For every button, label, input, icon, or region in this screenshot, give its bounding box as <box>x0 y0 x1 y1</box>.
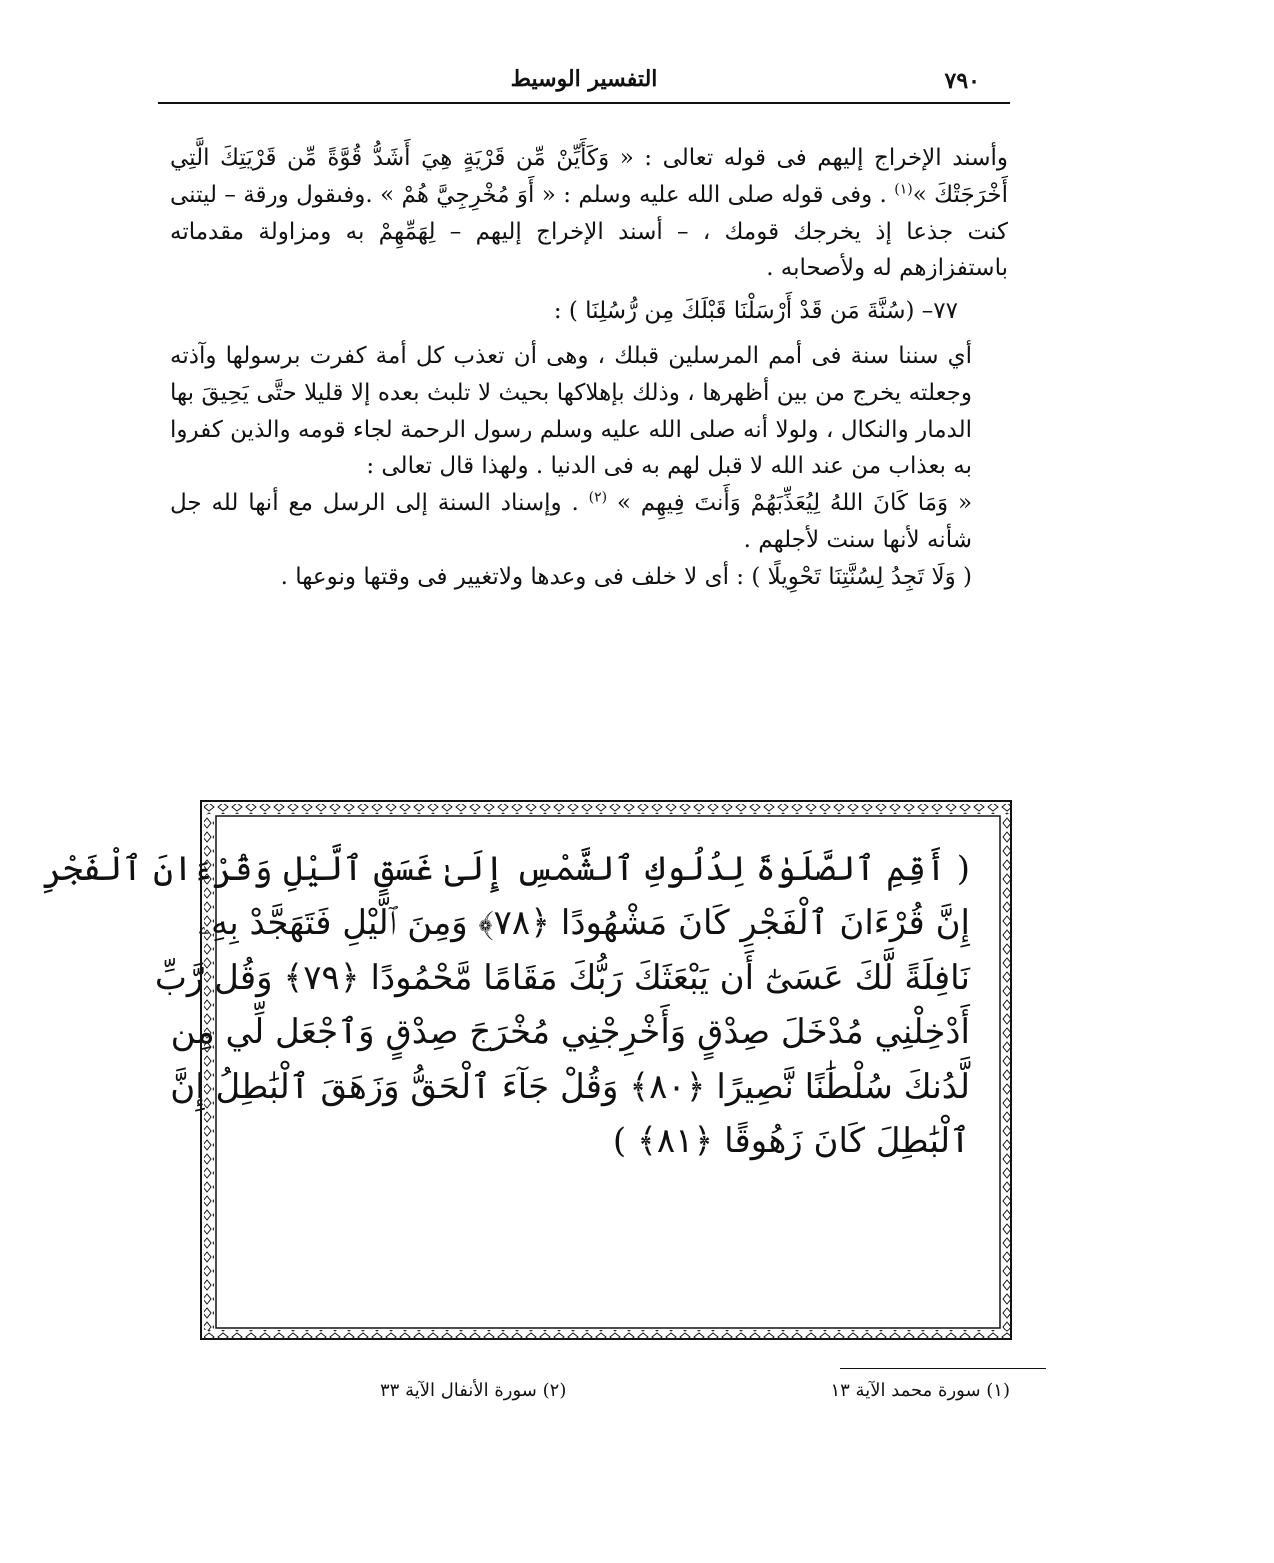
quran-line: نَافِلَةً لَّكَ عَسَىٰٓ أَن يَبْعَثَكَ رَبُّكَ مَقَامًا مَّحْمُودًا ﴿٧٩﴾ وَقُل رَّبِّ <box>154 957 970 998</box>
quran-line: لَّدُنكَ سُلْطَٰنًا نَّصِيرًا ﴿٨٠﴾ وَقُلْ جَآءَ ٱلْحَقُّ وَزَهَقَ ٱلْبَٰطِلُ إِنَّ <box>170 1066 970 1107</box>
tafsir-text <box>170 140 1008 596</box>
quran-text <box>42 842 970 1168</box>
footnote-1: (١) سورة محمد الآية ١٣ <box>830 1380 1010 1401</box>
footnote-2: (٢) سورة الأنفال الآية ٣٣ <box>380 1380 567 1401</box>
footnotes <box>380 1380 1010 1401</box>
quran-verse-frame <box>42 800 1012 1340</box>
footnote-divider <box>840 1368 1046 1369</box>
paragraph-1 <box>170 140 1008 287</box>
book-title: التفسير الوسيط <box>510 66 658 92</box>
paragraph-1-text: وأسند الإخراج إليهم فى قوله تعالى : « وَكَأَيِّنْ مِّن قَرْيَةٍ هِيَ أَشَدُّ قُوَّةً مِّن قَرْيَتِكَ الَّتِي أَخْرَجَتْكَ » <box>170 145 1008 208</box>
footnote-mark-2: (٢) <box>588 489 608 506</box>
page-header <box>158 66 1010 104</box>
footnote-mark-1: (١) <box>894 181 913 198</box>
paragraph-1b-text: . وفى قوله صلى الله عليه وسلم : « أَوَ مُخْرِجِيَّ هُمْ » .وفىقول ورقة – ليتنى كنت جذعا إذ يخرجك قومك ، – أسند الإخراج إليهم – لِهَمِّهِمْ به ومزاولة مقدماته باستفزازهم له ولأصحابه . <box>170 181 1008 282</box>
quran-line: ٱلْبَٰطِلَ كَانَ زَهُوقًا ﴿٨١﴾ ) <box>612 1120 970 1161</box>
quran-line: إِنَّ قُرْءَانَ ٱلْفَجْرِ كَانَ مَشْهُودًا ﴿٧٨﴾ وَمِنَ ٱلَّيْلِ فَتَهَجَّدْ بِهِۦ <box>198 903 970 944</box>
quran-line: أَدْخِلْنِي مُدْخَلَ صِدْقٍ وَأَخْرِجْنِي مُخْرَجَ صِدْقٍ وَٱجْعَل لِّي مِن <box>170 1012 970 1053</box>
paragraph-3b-text: . وإسناد السنة إلى الرسل مع أنها لله جل شأنه لأنها سنت لأجلهم . <box>170 490 972 553</box>
paragraph-4: ( وَلَا تَجِدُ لِسُنَّتِنَا تَحْوِيلًا ) : أى لا خلف فى وعدها ولاتغيير فى وقتها ونوعها . <box>280 563 972 590</box>
paragraph-3 <box>170 485 1008 559</box>
quran-line: ( أَقِمِ ٱلصَّلَوٰةَ لِدُلُوكِ ٱلشَّمْسِ إِلَىٰ غَسَقِ ٱلَّيْلِ وَقُرْءَانَ ٱلْفَجْرِ <box>42 849 970 889</box>
paragraph-3-verse: « وَمَا كَانَ اللهُ لِيُعَذِّبَهُمْ وَأَنتَ فِيهِم » <box>616 490 973 517</box>
verse-77-heading: ٧٧– (سُنَّةَ مَن قَدْ أَرْسَلْنَا قَبْلَكَ مِن رُّسُلِنَا ) : <box>553 298 958 325</box>
page-number: ٧٩٠ <box>944 68 980 94</box>
paragraph-2: أي سننا سنة فى أمم المرسلين قبلك ، وهى أن تعذب كل أمة كفرت برسولها وآذته وجعلته يخرج من بين أظهرها ، وذلك بإهلاكها بحيث لا تلبث بعده إلا قليلا حتَّى يَحِيقَ بها الدمار والنكال ، ولولا أنه صلى الله عليه وسلم رسول الرحمة لجاء قومه والذين كفروا به بعذاب من عند الله لا قبل لهم به فى الدنيا . ولهذا قال تعالى : <box>170 342 972 480</box>
